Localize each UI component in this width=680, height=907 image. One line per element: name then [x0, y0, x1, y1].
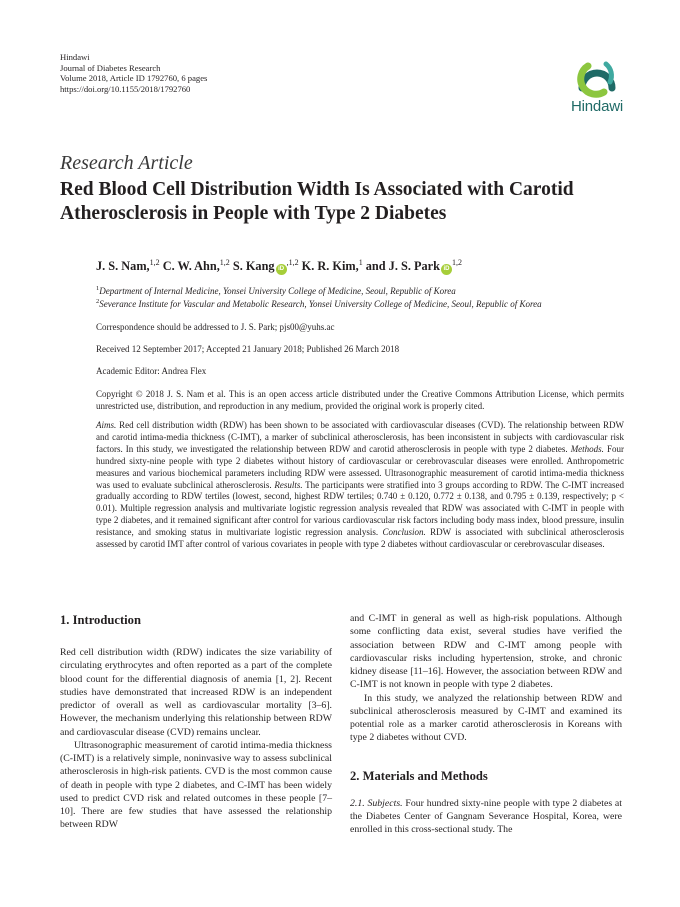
author-affil: 1	[358, 258, 363, 267]
left-column	[60, 612, 332, 832]
author-affil: 1,2	[451, 258, 462, 267]
logo-text: Hindawi	[571, 98, 623, 115]
orcid-icon[interactable]: iD	[441, 264, 452, 275]
article-title: Red Blood Cell Distribution Width Is Associated with Carotid Atherosclerosis in People with Type 2 Diabetes	[60, 179, 574, 224]
abstract-methods-label: Methods.	[570, 443, 604, 454]
subjects-paragraph	[350, 797, 622, 837]
author-name: C. W. Ahn,	[162, 259, 220, 274]
hindawi-logo	[560, 52, 634, 118]
hindawi-logo-icon	[560, 52, 634, 98]
abstract-conclusion-label: Conclusion.	[382, 527, 426, 538]
abstract-aims: Red cell distribution width (RDW) has been shown to be associated with cardiovascular diseases (CVD). The relationship between RDW and carotid intima-media thickness (C-IMT), a marker of subclinical atherosclerosis, has been inconsistent in subjects with cardiovascular risk factors. In this study, we investigated the relationship between RDW and carotid atherosclerosis in people with type 2 diabetes.	[96, 420, 625, 454]
publisher-name: Hindawi	[60, 52, 90, 62]
doi-link[interactable]: https://doi.org/10.1155/2018/1792760	[60, 83, 191, 94]
author-name: J. S. Nam,	[96, 259, 150, 274]
author-affil: ,1,2	[286, 258, 299, 267]
article-type: Research Article	[60, 152, 193, 174]
author-list	[96, 258, 462, 275]
subjects-label: 2.1. Subjects.	[350, 797, 403, 809]
author-name: K. R. Kim,	[301, 259, 359, 274]
publication-dates: Received 12 September 2017; Accepted 21 January 2018; Published 26 March 2018	[96, 344, 400, 354]
abstract-results: The participants were stratified into 3 groups according to RDW. The C-IMT increased gradually according to RDW tertiles (lowest, second, highest RDW tertiles; 0.740 ± 0.120, 0.772 ± 0.138, and 0.795 ± 0.139, respectively; p < 0.01). Multiple regression analysis and multivariate logistic regression analysis revealed that RDW was associated with C-IMT in people with type 2 diabetes, and it remained significant after control for various cardiovascular risk factors including body mass index, blood pressure, insulin resistance, and smoking status in multivariate logistic regression analysis.	[96, 479, 625, 538]
author-affil: 1,2	[149, 258, 160, 267]
abstract-aims-label: Aims.	[96, 420, 117, 430]
author-name: S. Kang	[232, 259, 275, 274]
author-affil: 1,2	[219, 258, 230, 267]
affiliation-1: $^1$Department of Internal Medicine, Yonsei University College of Medicine, Seoul, Republic of Korea	[96, 285, 456, 296]
journal-info	[60, 52, 207, 94]
intro-paragraph-3: and C-IMT in general as well as high-risk populations. Although some conflicting data exist, several studies have verified the association between RDW and C-IMT among people with cardiovascular risks including hypertension, stroke, and chronic kidney disease [11–16]. However, the association between RDW and C-IMT is not known in people with type 2 diabetes.	[350, 613, 622, 691]
orcid-icon[interactable]: iD	[276, 264, 287, 275]
volume-info: Volume 2018, Article ID 1792760, 6 pages	[60, 73, 208, 83]
abstract-methods: Four hundred sixty-nine people with type 2 diabetes without history of cardiovascular or cerebrovascular diseases were enrolled. Anthropometric measures and various biochemical parameters including RDW were assessed. Ultrasonographic measurement of carotid intima-media thickness was used to evaluate subclinical atherosclerosis.	[96, 443, 624, 490]
copyright-notice: Copyright © 2018 J. S. Nam et al. This is an open access article distributed under the Creative Commons Attribution License, which permits unrestricted use, distribution, and reproduction in any medium, provided the original work is properly cited.	[96, 389, 624, 411]
correspondence: Correspondence should be addressed to J. S. Park; pjs00@yuhs.ac	[96, 322, 335, 332]
intro-paragraph-2: Ultrasonographic measurement of carotid intima-media thickness (C-IMT) is a relatively simple, noninvasive way to assess subclinical atherosclerosis in high-risk patients. CVD is the most common cause of death in people with type 2 diabetes, and C-IMT has been widely used to predict CVD risk and related outcomes in these people [7–10]. There are few studies that have assessed the relationship between RDW	[60, 739, 332, 831]
methods-heading: 2. Materials and Methods	[350, 768, 488, 783]
journal-name: Journal of Diabetes Research	[60, 62, 161, 73]
subjects-text: Four hundred sixty-nine people with type 2 diabetes at the Diabetes Center of Gangnam Severance Hospital, Korea, were enrolled in this cross-sectional study. The	[350, 797, 622, 835]
abstract	[96, 420, 624, 551]
intro-paragraph-1: Red cell distribution width (RDW) indicates the size variability of circulating erythrocytes and often reported as a part of the complete blood count for the differential diagnosis of anemia [1, 2]. Recent studies have demonstrated that increased RDW is an independent predictor of overall as well as cardiovascular mortality [3–6]. However, the mechanism underlying this relationship between RDW and cardiovascular disease (CVD) remains unclear.	[60, 647, 332, 738]
abstract-results-label: Results.	[274, 479, 303, 490]
affiliation-2: $^2$Severance Institute for Vascular and Metabolic Research, Yonsei University College of Medicine, Seoul, Republic of Korea	[96, 298, 542, 309]
abstract-conclusion: RDW is associated with subclinical atherosclerosis assessed by carotid IMT after control of various covariates in people with type 2 diabetes without cardiovascular or cerebrovascular diseases.	[96, 527, 625, 550]
right-column	[350, 612, 622, 836]
author-name: and J. S. Park	[365, 259, 440, 274]
intro-paragraph-4: In this study, we analyzed the relationship between RDW and subclinical atherosclerosis measured by C-IMT and examined its potential role as a marker carotid atherosclerosis in Koreans with type 2 diabetes without CVD.	[350, 692, 622, 744]
academic-editor: Academic Editor: Andrea Flex	[96, 366, 207, 376]
intro-heading: 1. Introduction	[60, 613, 141, 627]
